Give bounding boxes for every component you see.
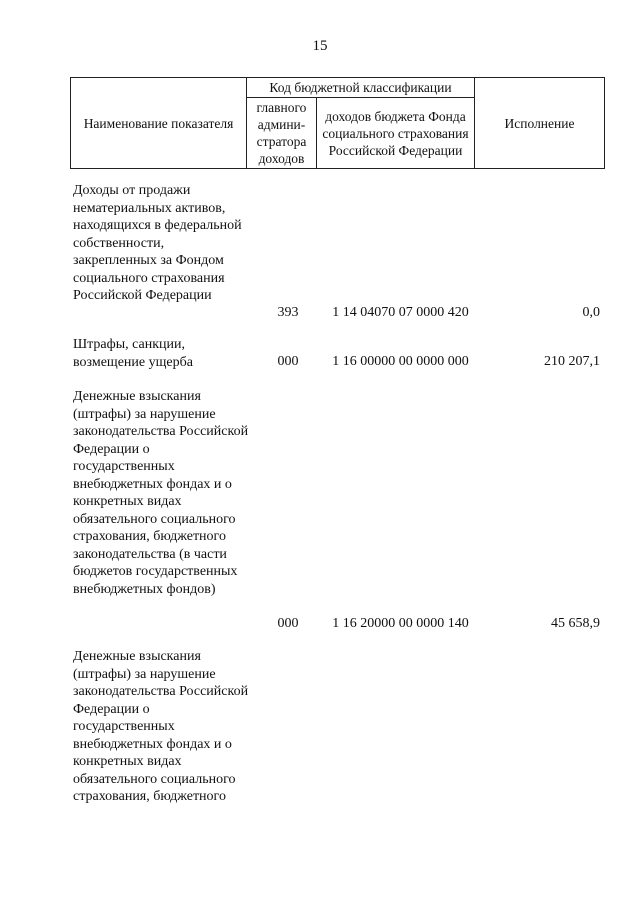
- table-row: [73, 182, 608, 322]
- header-budget-classification: Код бюджетной классификации: [247, 78, 475, 98]
- table-row: [73, 388, 608, 633]
- row-execution-value: 45 658,9: [551, 616, 600, 631]
- header-execution-column: Исполнение: [475, 78, 605, 169]
- row-name: Доходы от продажи нематериальных активов, находящихся в федеральной собственности, закрепленных за Фондом социального страхования Российской Федерации: [73, 183, 242, 303]
- row-execution-value: 0,0: [582, 305, 600, 320]
- table-row: [73, 648, 608, 823]
- page-number: 15: [312, 38, 328, 54]
- row-name: Денежные взыскания (штрафы) за нарушение законодательства Российской Федерации о государственных внебюджетных фондах и о конкретных видах обязательного социального страхования, бюджетного: [73, 649, 249, 804]
- row-execution-value: 210 207,1: [544, 354, 600, 369]
- header-name-column: Наименование показателя: [71, 78, 247, 169]
- row-admin-code: 000: [277, 616, 299, 631]
- table-row: [73, 336, 608, 372]
- row-budget-code: 1 14 04070 07 0000 420: [332, 305, 469, 320]
- budget-table-header: [70, 77, 605, 169]
- row-name: Штрафы, санкции, возмещение ущерба: [73, 337, 193, 370]
- row-budget-code: 1 16 20000 00 0000 140: [332, 616, 469, 631]
- header-income-column: доходов бюджета Фонда социального страхования Российской Федерации: [317, 98, 475, 169]
- row-budget-code: 1 16 00000 00 0000 000: [332, 354, 469, 369]
- row-admin-code: 393: [277, 305, 299, 320]
- row-admin-code: 000: [277, 354, 299, 369]
- header-admin-column: главного админи-стратора доходов: [247, 98, 317, 169]
- row-name: Денежные взыскания (штрафы) за нарушение законодательства Российской Федерации о государственных внебюджетных фондах и о конкретных видах обязательного социального страхования, бюджетного законодательства (в части бюджетов государственных внебюджетных фондов): [73, 389, 249, 597]
